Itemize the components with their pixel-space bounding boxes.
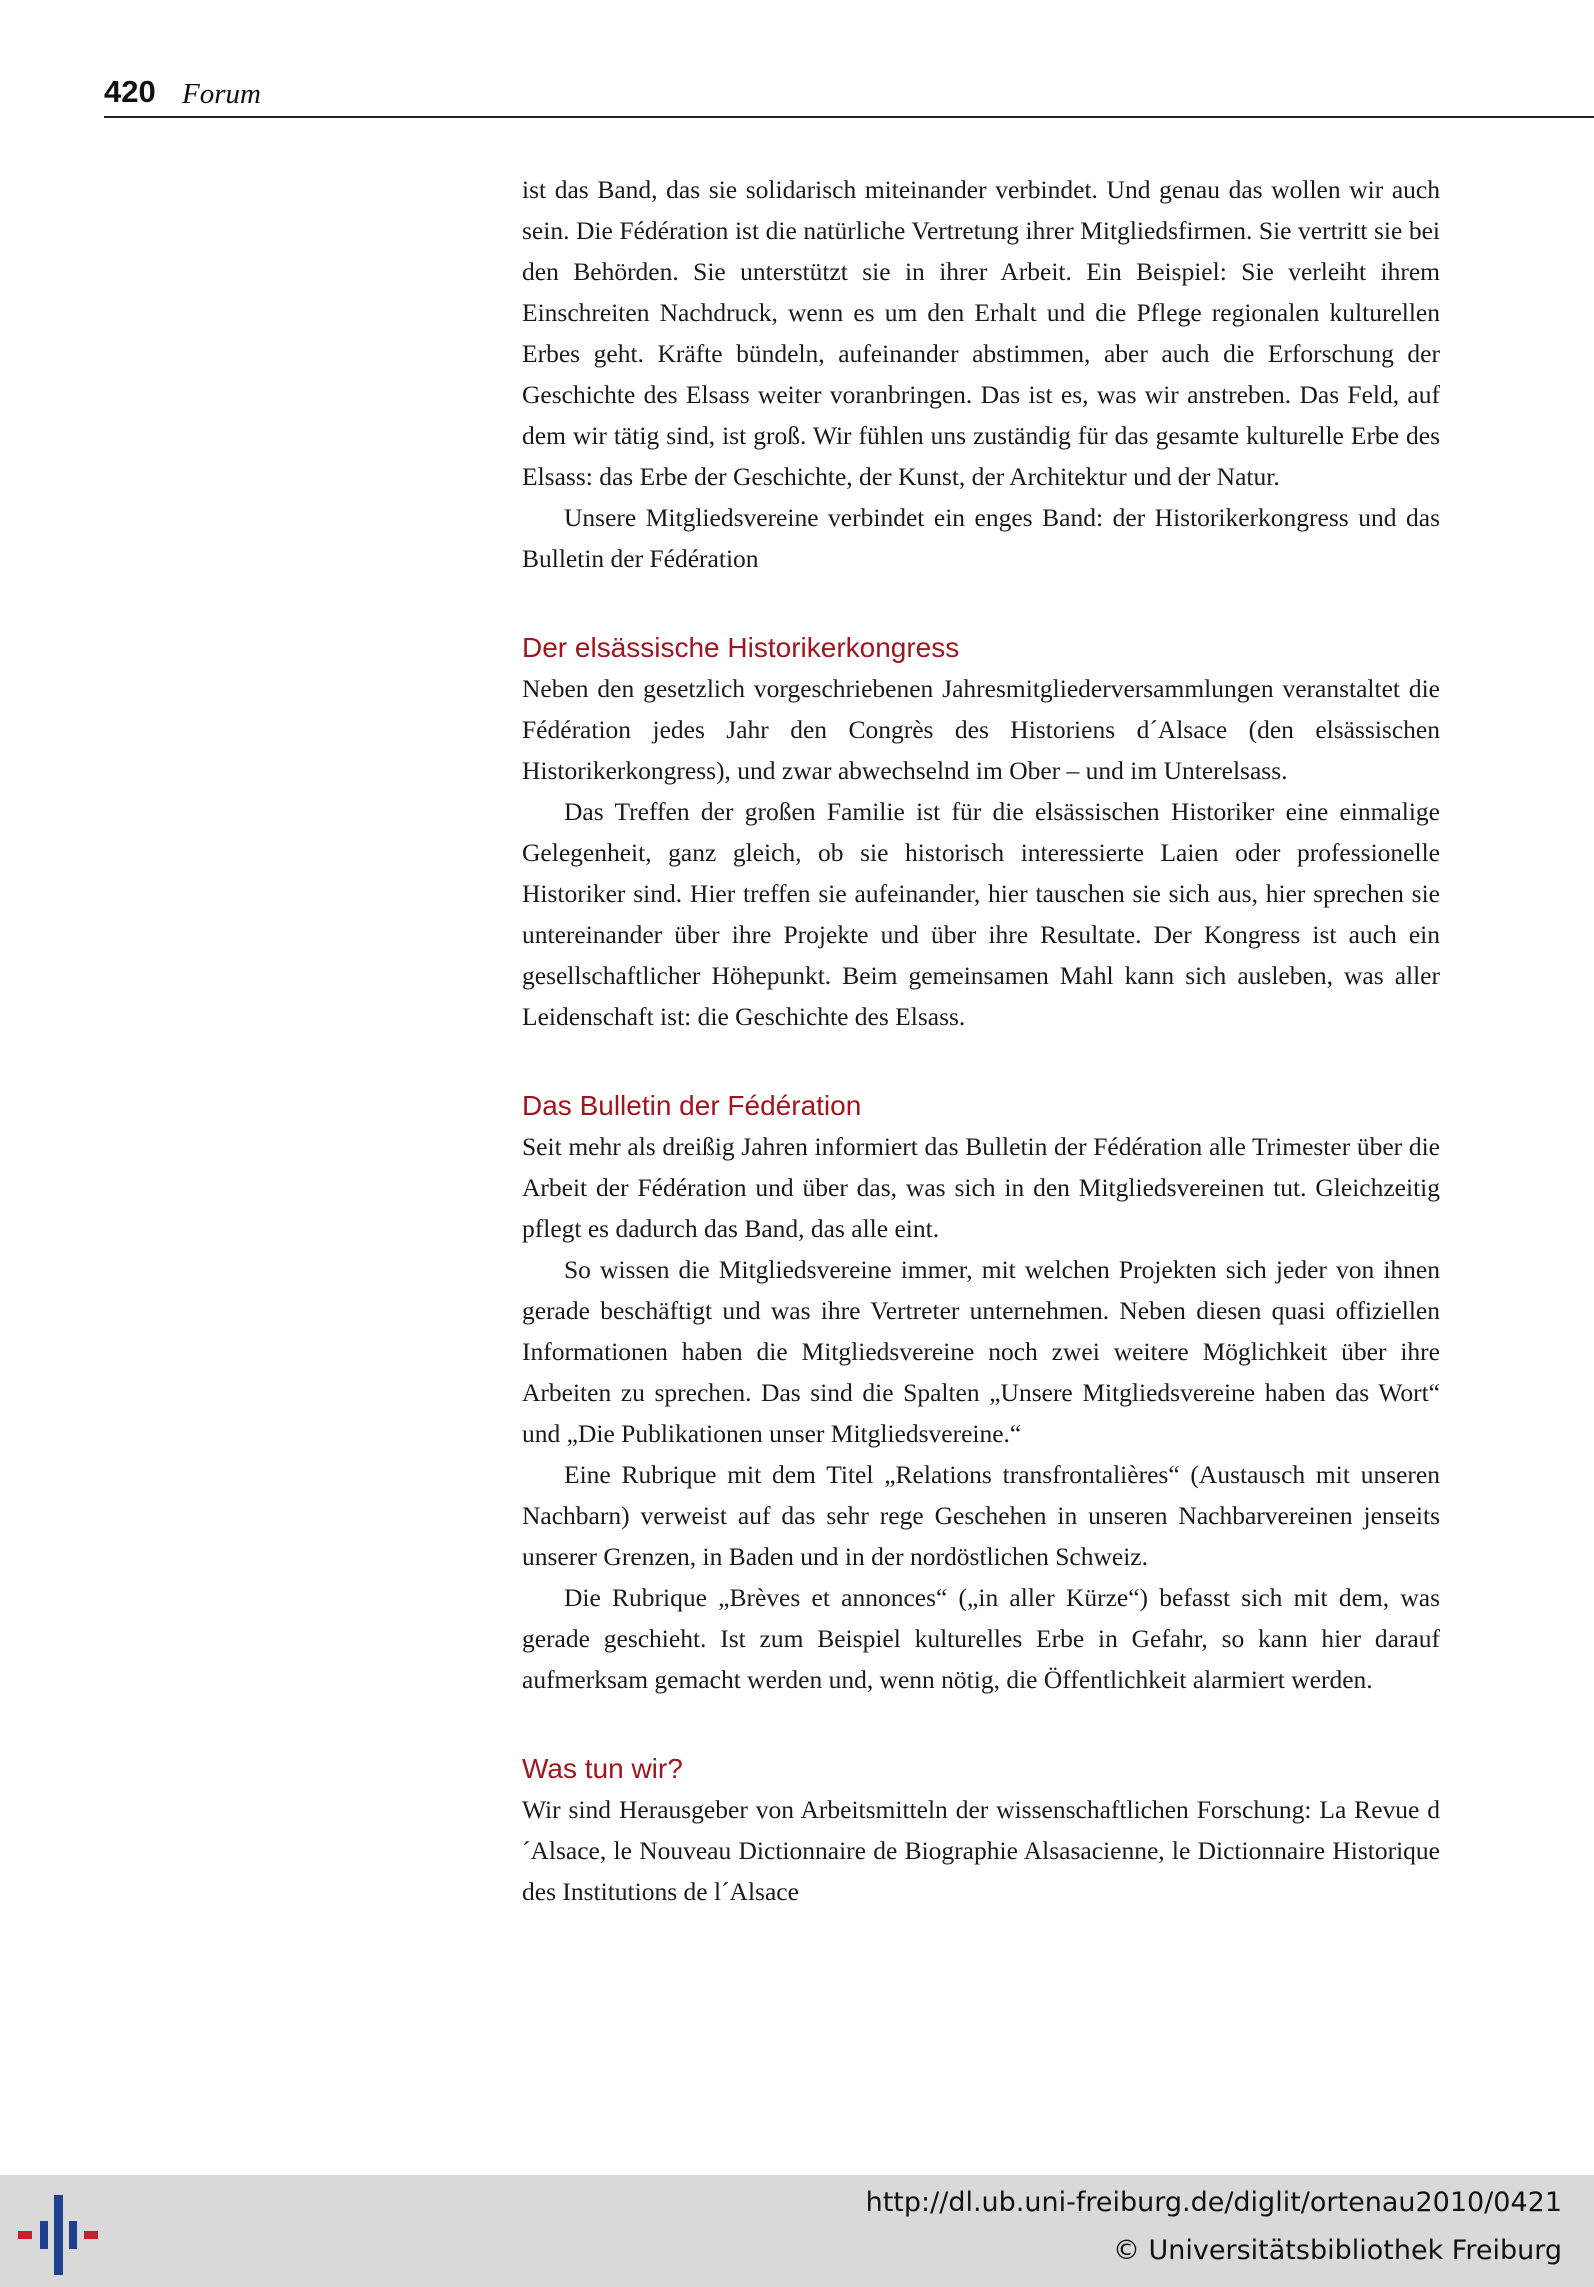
paragraph-4: Das Treffen der großen Familie ist für die elsässischen Historiker eine einmalige Gelegenheit, ganz gleich, ob sie historisch interessierte Laien oder professionelle Historiker sind. Hier treffen sie aufeinander, hier tauschen sie sich aus, hier sprechen sie untereinander über ihre Projekte und über ihre Resultate. Der Kongress ist auch ein gesellschaftlicher Höhepunkt. Beim gemeinsamen Mahl kann sich ausleben, was aller Leidenschaft ist: die Geschichte des Elsass.	[522, 797, 1440, 1031]
paragraph-5: Seit mehr als dreißig Jahren informiert das Bulletin der Fédération alle Trimester über die Arbeit der Fédération und über das, was sich in den Mitgliedsvereinen tut. Gleichzeitig pflegt es dadurch das Band, das alle eint.	[522, 1132, 1440, 1243]
paragraph-2: Unsere Mitgliedsvereine verbindet ein enges Band: der Historikerkongress und das Bulletin der Fédération	[522, 503, 1440, 573]
paragraph-7: Eine Rubrique mit dem Titel „Relations transfrontalières“ (Austausch mit unseren Nachbarn) verweist auf das sehr rege Geschehen in unseren Nachbarvereinen jenseits unserer Grenzen, in Baden und in der nordöstlichen Schweiz.	[522, 1460, 1440, 1571]
paragraph-8: Die Rubrique „Brèves et annonces“ („in aller Kürze“) befasst sich mit dem, was gerade geschieht. Ist zum Beispiel kulturelles Erbe in Gefahr, so kann hier darauf aufmerksam gemacht werden und, wenn nötig, die Öffentlichkeit alarmiert werden.	[522, 1583, 1440, 1694]
running-head	[104, 70, 1594, 118]
copyright-notice: © Universitätsbibliothek Freiburg	[1112, 2235, 1562, 2266]
paragraph-3: Neben den gesetzlich vorgeschriebenen Jahresmitgliederversammlungen veranstaltet die Fédération jedes Jahr den Congrès des Historiens d´Alsace (den elsässischen Historikerkongress), und zwar abwechselnd im Ober – und im Unterelsass.	[522, 674, 1440, 785]
heading-was-tun-wir: Was tun wir?	[522, 1753, 683, 1784]
body-column	[522, 169, 1440, 1912]
heading-historikerkongress: Der elsässische Historikerkongress	[522, 632, 960, 663]
source-url-link[interactable]: http://dl.ub.uni-freiburg.de/diglit/ortenau2010/0421	[865, 2187, 1562, 2218]
heading-bulletin: Das Bulletin der Fédération	[522, 1090, 862, 1121]
paragraph-1: ist das Band, das sie solidarisch miteinander verbindet. Und genau das wollen wir auch sein. Die Fédération ist die natürliche Vertretung ihrer Mitgliedsfirmen. Sie vertritt sie bei den Behörden. Sie unterstützt sie in ihrer Arbeit. Ein Beispiel: Sie verleiht ihrem Einschreiten Nachdruck, wenn es um den Erhalt und die Pflege regionalen kulturellen Erbes geht. Kräfte bündeln, aufeinander abstimmen, aber auch die Erforschung der Geschichte des Elsass weiter voranbringen. Das ist es, was wir anstreben. Das Feld, auf dem wir tätig sind, ist groß. Wir fühlen uns zuständig für das gesamte kulturelle Erbe des Elsass: das Erbe der Geschichte, der Kunst, der Architektur und der Natur.	[522, 175, 1440, 491]
footer-bar	[0, 2175, 1594, 2287]
section-name: Forum	[182, 78, 261, 110]
paragraph-6: So wissen die Mitgliedsvereine immer, mit welchen Projekten sich jeder von ihnen gerade beschäftigt und was ihre Vertreter unternehmen. Neben diesen quasi offiziellen Informationen haben die Mitgliedsvereine noch zwei weitere Möglichkeit über ihre Arbeiten zu sprechen. Das sind die Spalten „Unsere Mitgliedsvereine haben das Wort“ und „Die Publikationen unser Mitgliedsvereine.“	[522, 1255, 1440, 1448]
ub-freiburg-logo-icon	[18, 2195, 98, 2275]
paragraph-9: Wir sind Herausgeber von Arbeitsmitteln der wissenschaftlichen Forschung: La Revue d´Alsace, le Nouveau Dictionnaire de Biographie Alsasacienne, le Dictionnaire Historique des Institutions de l´Alsace	[522, 1795, 1440, 1906]
page-number: 420	[104, 74, 156, 109]
